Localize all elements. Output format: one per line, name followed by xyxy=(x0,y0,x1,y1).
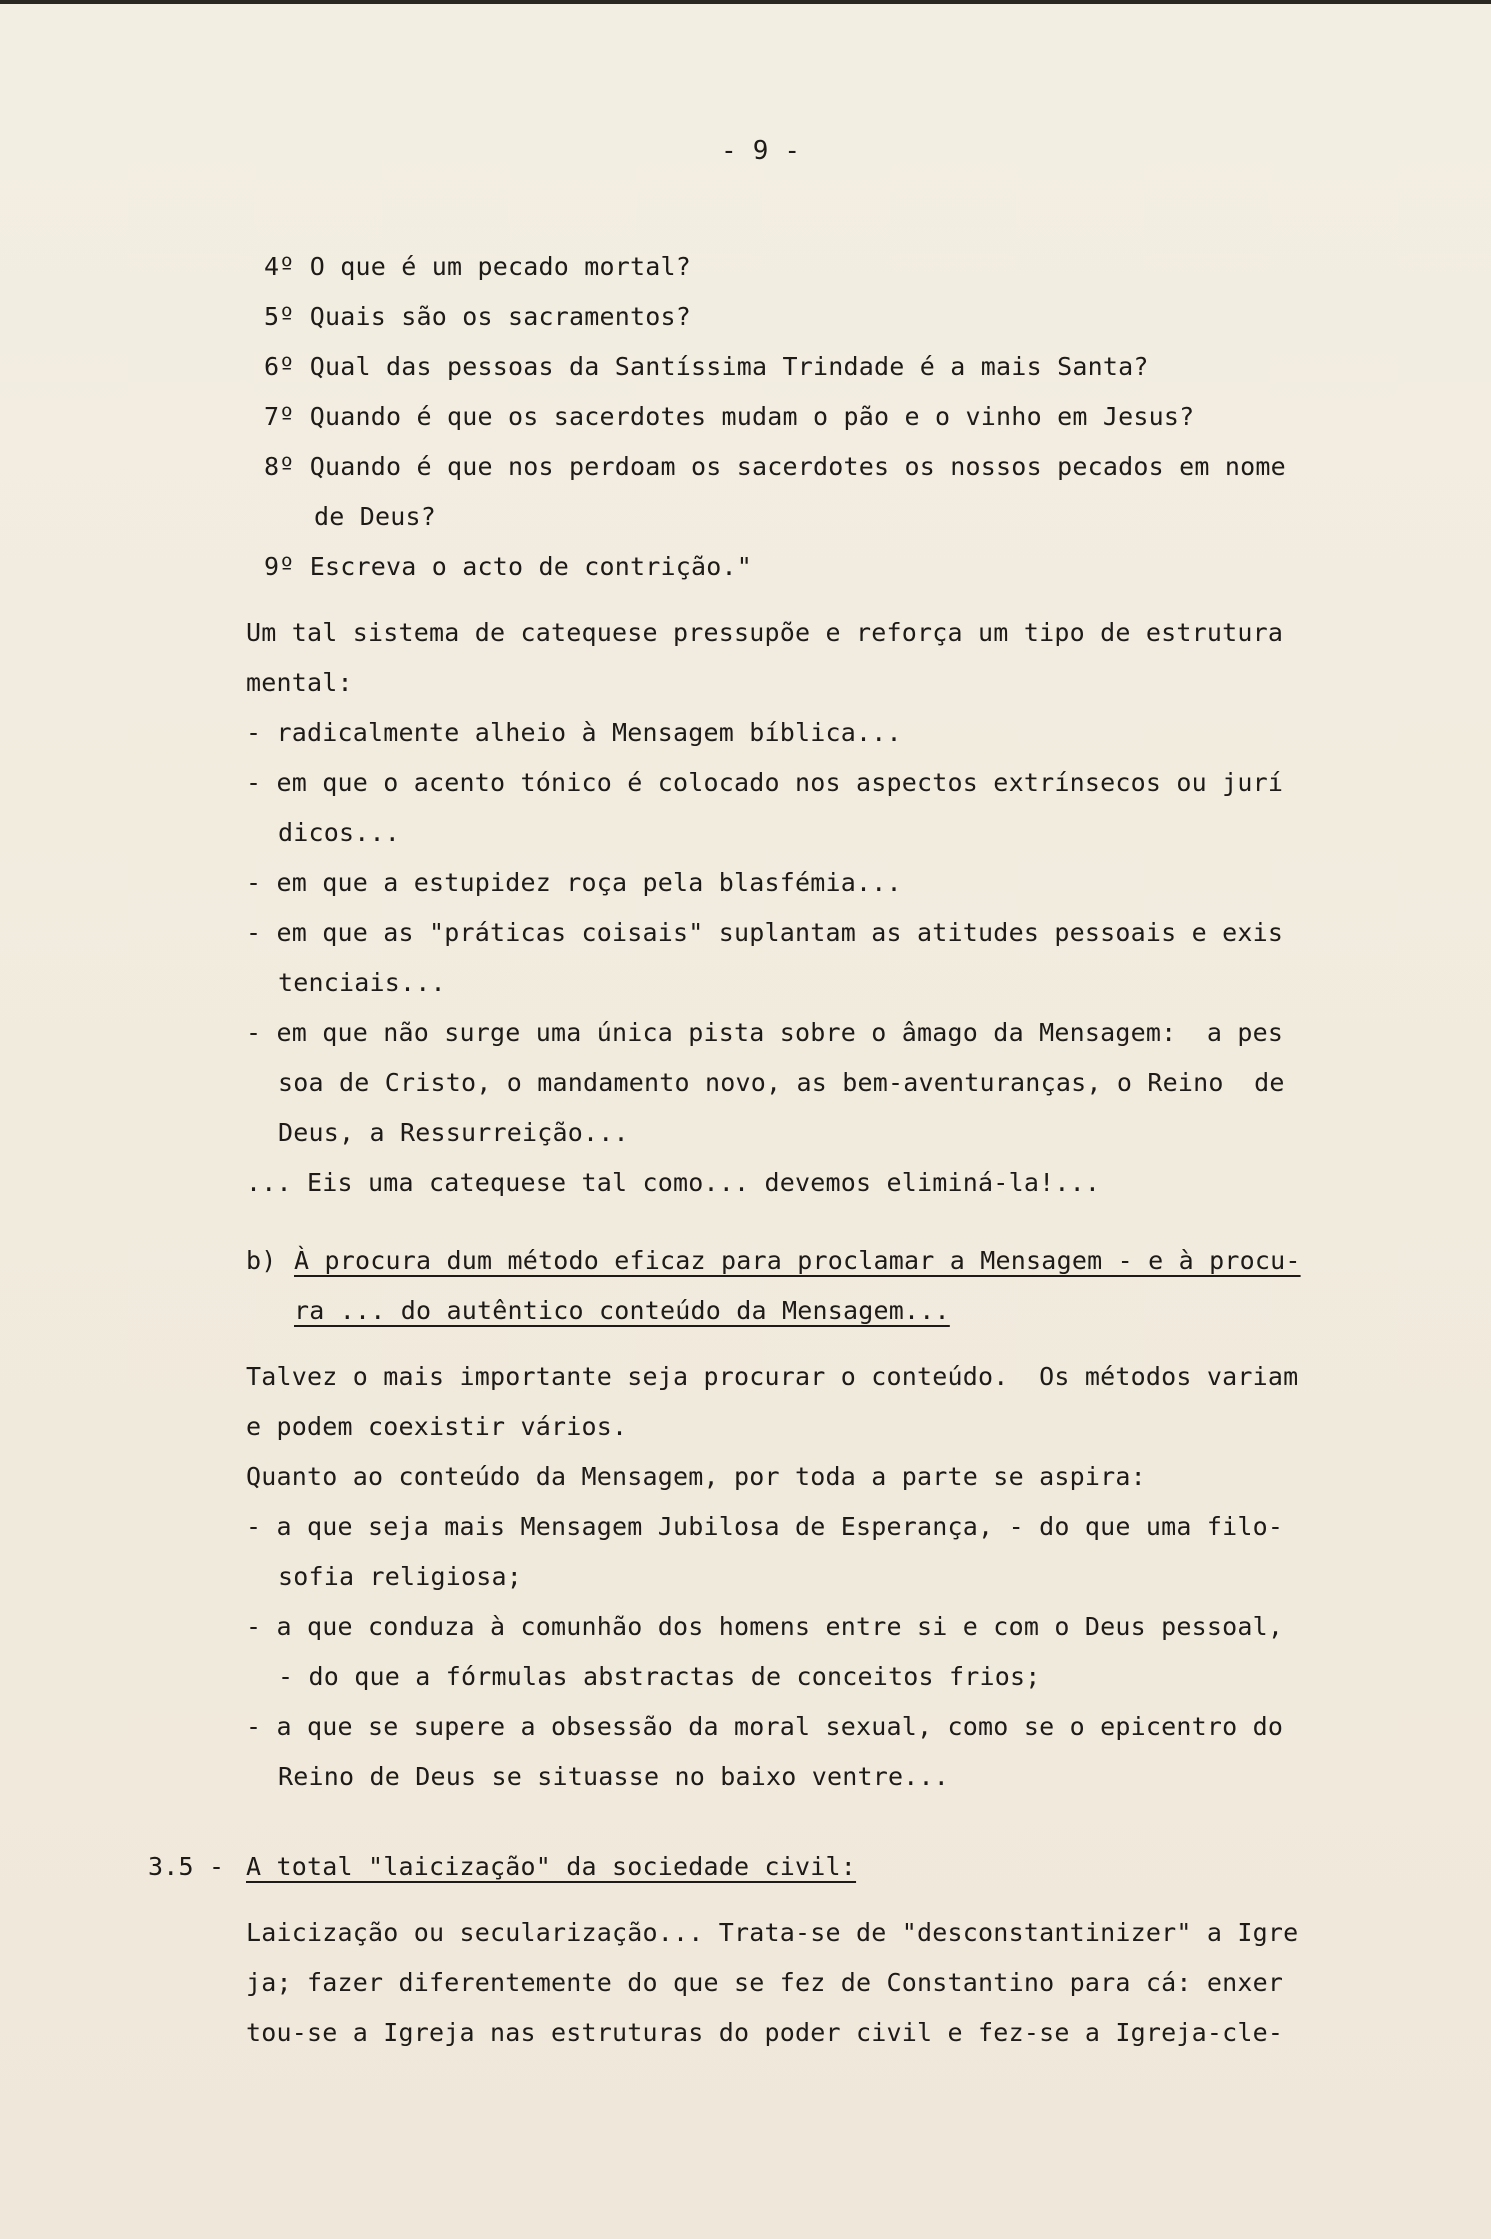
question-8-continuation: de Deus? xyxy=(314,502,437,531)
section-a-item-5-continuation-1: soa de Cristo, o mandamento novo, as bem-aventuranças, o Reino de xyxy=(278,1068,1285,1097)
section-a-item-2-continuation: dicos... xyxy=(278,818,401,847)
section-b-line-6: - a que conduza à comunhão dos homens entre si e com o Deus pessoal, xyxy=(246,1612,1284,1641)
section-b-line-4: - a que seja mais Mensagem Jubilosa de Esperança, - do que uma filo- xyxy=(246,1512,1284,1541)
section-b-line-5: sofia religiosa; xyxy=(278,1562,523,1591)
section-b-line-9: Reino de Deus se situasse no baixo ventre... xyxy=(278,1762,950,1791)
section-a-item-3: - em que a estupidez roça pela blasfémia... xyxy=(246,868,902,897)
section-35-line-1: Laicização ou secularização... Trata-se de "desconstantinizer" a Igre xyxy=(246,1918,1299,1947)
section-a-intro-line-1: Um tal sistema de catequese pressupõe e reforça um tipo de estrutura xyxy=(246,618,1284,647)
question-5: 5º Quais são os sacramentos? xyxy=(264,302,692,331)
section-a-item-5: - em que não surge uma única pista sobre o âmago da Mensagem: a pes xyxy=(246,1018,1284,1047)
section-35-heading: A total "laicização" da sociedade civil: xyxy=(246,1852,857,1881)
section-35-number: 3.5 - xyxy=(148,1852,225,1881)
section-a-item-5-continuation-2: Deus, a Ressurreição... xyxy=(278,1118,629,1147)
section-b-line-7: - do que a fórmulas abstractas de conceitos frios; xyxy=(278,1662,1041,1691)
section-b-heading-line-1: À procura dum método eficaz para proclamar a Mensagem - e à procu- xyxy=(294,1246,1301,1275)
section-a-item-1: - radicalmente alheio à Mensagem bíblica... xyxy=(246,718,902,747)
question-7: 7º Quando é que os sacerdotes mudam o pão e o vinho em Jesus? xyxy=(264,402,1195,431)
question-8: 8º Quando é que nos perdoam os sacerdotes os nossos pecados em nome xyxy=(264,452,1286,481)
section-a-item-2: - em que o acento tónico é colocado nos aspectos extrínsecos ou jurí xyxy=(246,768,1284,797)
question-4: 4º O que é um pecado mortal? xyxy=(264,252,692,281)
question-9: 9º Escreva o acto de contrição." xyxy=(264,552,753,581)
section-a-intro-line-2: mental: xyxy=(246,668,353,697)
section-a-item-4-continuation: tenciais... xyxy=(278,968,446,997)
top-edge-shadow xyxy=(0,0,1491,4)
page-number: - 9 - xyxy=(721,136,801,166)
section-b-line-3: Quanto ao conteúdo da Mensagem, por toda a parte se aspira: xyxy=(246,1462,1146,1491)
section-35-line-3: tou-se a Igreja nas estruturas do poder civil e fez-se a Igreja-cle- xyxy=(246,2018,1284,2047)
section-a-conclusion: ... Eis uma catequese tal como... devemos eliminá-la!... xyxy=(246,1168,1101,1197)
question-6: 6º Qual das pessoas da Santíssima Trindade é a mais Santa? xyxy=(264,352,1149,381)
section-b-line-8: - a que se supere a obsessão da moral sexual, como se o epicentro do xyxy=(246,1712,1284,1741)
section-35-line-2: ja; fazer diferentemente do que se fez de Constantino para cá: enxer xyxy=(246,1968,1284,1997)
section-b-label: b) xyxy=(246,1246,277,1275)
section-b-heading-line-2: ra ... do autêntico conteúdo da Mensagem... xyxy=(294,1296,950,1325)
section-b-line-2: e podem coexistir vários. xyxy=(246,1412,628,1441)
section-b-line-1: Talvez o mais importante seja procurar o conteúdo. Os métodos variam xyxy=(246,1362,1299,1391)
section-a-item-4: - em que as "práticas coisais" suplantam as atitudes pessoais e exis xyxy=(246,918,1284,947)
